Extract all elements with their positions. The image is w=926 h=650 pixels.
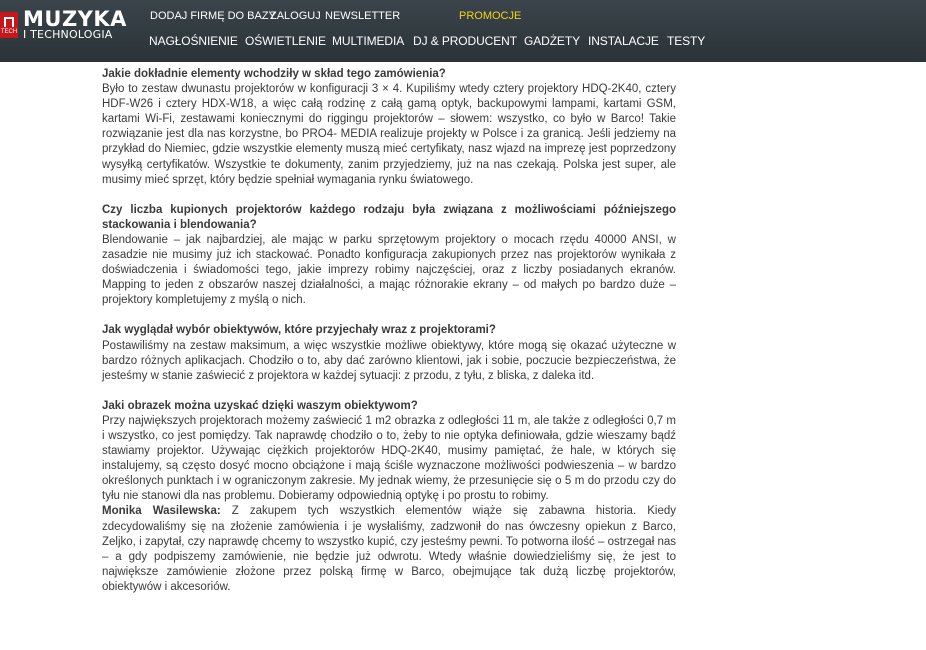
nav-item-gadzety[interactable]: GADŻETY <box>524 34 580 48</box>
logo-subtitle: I TECHNOLOGIA <box>23 28 113 41</box>
interview-answer: Postawiliśmy na zestaw maksimum, a więc wszystkie możliwe obiektywy, które mogą się okazać użyteczne w bardzo różnych aplikacjach. Chodziło o to, aby dać zarówno klientowi, jak i sobie, poczucie bezpieczeństwa, że jesteśmy w stanie zaświecić z projektora w każdej sytuacji: z przodu, z tyłu, z bliska, z daleka itd. <box>102 339 676 382</box>
nav-item-dj-producent[interactable]: DJ & PRODUCENT <box>413 34 517 48</box>
login-link[interactable]: ZALOGUJ <box>270 10 321 22</box>
logo-badge <box>0 12 18 38</box>
speaker-paragraph <box>102 504 676 595</box>
nav-item-multimedia[interactable]: MULTIMEDIA <box>332 34 405 48</box>
nav-item-oswietlenie[interactable]: OŚWIETLENIE <box>245 34 326 48</box>
interview-question: Jak wyglądał wybór obiektywów, które przyjechały wraz z projektorami? <box>102 324 496 337</box>
interview-question: Jakie dokładnie elementy wchodziły w skład tego zamówienia? <box>102 68 446 80</box>
interview-block <box>102 203 676 309</box>
interview-question: Jaki obrazek można uzyskać dzięki waszym obiektywom? <box>102 399 418 412</box>
interview-question: Czy liczba kupionych projektorów każdego rodzaju była związana z możliwościami późniejszego stackowania i blendowania? <box>102 203 676 231</box>
interview-block <box>102 323 676 383</box>
newsletter-link[interactable]: NEWSLETTER <box>325 10 401 22</box>
add-company-link[interactable]: DODAJ FIRMĘ DO BAZY <box>150 10 276 22</box>
site-logo[interactable] <box>0 8 140 48</box>
interview-answer: Było to zestaw dwunastu projektorów w konfiguracji 3 × 4. Kupiliśmy wtedy cztery projektory HDQ-2K40, cztery HDF-W26 i cztery HDX-W18, a więc całą rodzinę z całą gamą optyk, backupowymi lampami, kartami GSM, kartami Wi-Fi, zestawami koniecznymi do riggingu projektorów – słowem: wszystko, co było w Barco! Takie rozwiązanie jest dla nas korzystne, bo PRO4- MEDIA realizuje projekty w Polsce i za granicą. Jeśli jedziemy na przykład do Niemiec, gdzie wszystkie elementy muszą mieć certyfikaty, nasz wjazd na imprezę jest poprzedzony wysyłką certyfikatów. Wszystkie te dokumenty, zanim przyjedziemy, już na nas czekają. Polska jest super, ale musimy mieć sprzęt, który będzie spełniał wymagania rynku światowego. <box>102 83 676 186</box>
promotions-link[interactable]: PROMOCJE <box>459 10 522 22</box>
interview-block <box>102 67 676 188</box>
site-header <box>0 0 926 62</box>
article-body <box>102 67 676 610</box>
interview-block <box>102 399 676 595</box>
speaker-name: Monika Wasilewska: <box>102 505 221 518</box>
logo-title: MUZYKA <box>23 7 127 31</box>
nav-item-naglosnienie[interactable]: NAGŁOŚNIENIE <box>149 34 238 48</box>
nav-item-instalacje[interactable]: INSTALACJE <box>588 34 659 48</box>
interview-answer: Przy największych projektorach możemy zaświecić 1 m2 obrazka z odległości 11 m, ale także z odległości 0,7 m i wszystko, co jest pomiędzy. Tak naprawdę chodziło o to, żeby to nie optyka definiowała, gdzie wieszamy bądź stawiamy projektor. Używając ciężkich projektorów HDQ-2K40, musimy pamiętać, że hale, w których się instalujemy, są często dosyć mocno obciążone i mają ściśle wyznaczone możliwości podwieszenia – w bardzo określonych punktach i w ograniczonym zakresie. My jednak wiemy, że przesunięcie się o 5 m do przodu czy do tyłu nie stanowi dla nas problemu. Dobieramy odpowiednią optykę i po prostu to robimy. <box>102 414 676 503</box>
logo-badge-text: TECH <box>0 29 18 35</box>
speaker-text: Z zakupem tych wszystkich elementów wiąże się zabawna historia. Kiedy zdecydowaliśmy się na złożenie zamówienia i je wysłaliśmy, zadzwonił do nas ówczesny opiekun z Barco, Zeljko, i zapytał, czy naprawdę chcemy to wszystko kupić, czy jesteśmy pewni. To potworna ilość – ostrzegał nas – a gdy podpiszemy zamówienie, nie będzie już odwrotu. Wtedy właśnie dowiedzieliśmy się, że jest to największe zamówienie złożone przez polską firmę w Barco, obejmujące tak dużą liczbę projektorów, obiektywów i akcesoriów. <box>102 505 676 593</box>
nav-item-testy[interactable]: TESTY <box>667 34 706 48</box>
interview-answer: Blendowanie – jak najbardziej, ale mając w parku sprzętowym projektory o mocach rzędu 40000 ANSI, w zasadzie nie musimy już ich stackować. Ponadto konfiguracja zakupionych przez nas projektorów wynikała z doświadczenia i świadomości tego, jakie imprezy robimy najczęściej, oraz z liczby posiadanych ekranów. Mapping to jeden z obszarów naszej działalności, a mając różnorakie ekrany – od małych po bardzo duże – projektory kompletujemy z myślą o nich. <box>102 233 676 307</box>
